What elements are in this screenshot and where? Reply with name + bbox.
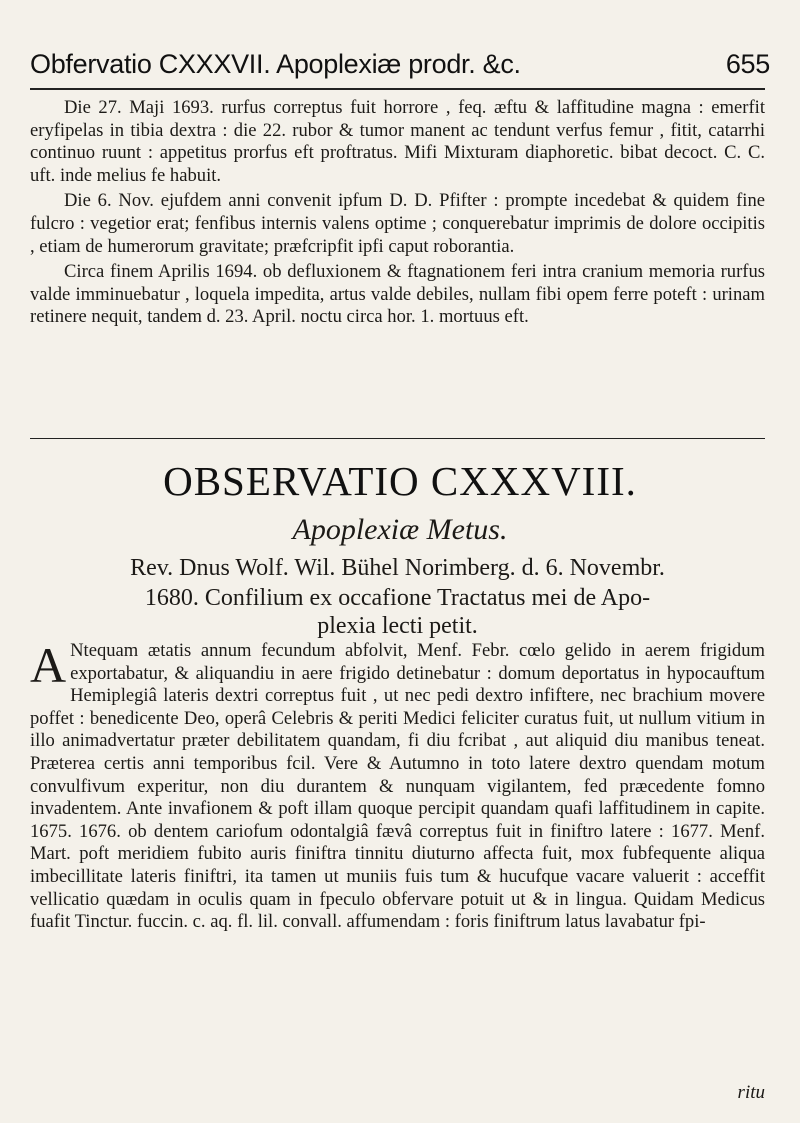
paragraph: Die 27. Maji 1693. rurfus correptus fuit horrore , feq. æftu & laffitudine magna : emerfit eryfipelas in tibia dextra : die 22. rubor & tumor manent ac tendunt verfus femur , fitit, catarrhi continuo ruunt : appetitus prorfus eft proftratus. Mifi Mixturam diaphoretic. bibat decoct. C. C. uft. inde melius fe habuit. — [30, 97, 765, 186]
observation-137-text — [30, 97, 765, 329]
drop-cap: A — [30, 637, 67, 693]
catchword: ritu — [737, 1082, 765, 1103]
rev-line-2: 1680. Confilium ex occafione Tractatus mei de Apo- — [144, 585, 651, 611]
observation-138-text — [30, 637, 765, 934]
observation-138-subtitle: Apoplexiæ Metus. — [292, 513, 508, 546]
header-rule — [30, 88, 765, 90]
paragraph: Circa finem Aprilis 1694. ob defluxionem & ftagnationem feri intra cranium memoria rurfus valde imminuebatur , loquela impedita, artus valde debiles, nullam fibi opem ferre poteft : urinam retinere nequit, tandem d. 23. April. noctu circa hor. 1. mortuus eft. — [30, 261, 765, 328]
observation-138-body: Ntequam ætatis annum fecundum abfolvit, Menf. Febr. cœlo gelido in aerem frigidum exportabatur, & aliquandiu in aere frigido detinebatur : domum deportatus in hypocauftum Hemiplegiâ lateris dextri correptus fuit , ut nec pedi dextro infiftere, nec brachium movere poffet : benedicente Deo, operâ Celebris & periti Medici feliciter curatus fuit, ut nullum vitium in illo animadvertatur præter debilitatem quandam, fi diu fcribat , aut aliquid diu manibus teneat. Præterea certis anni temporibus fcil. Vere & Autumno in toto latere dextro quendam motum convulfivum experitur, non diu durantem & nunquam vigilantem, fed præcedente fomno invadentem. Ante invafionem & poft illam quoque percipit quandam quafi laffitudinem in capite. 1675. 1676. ob dentem cariofum odontalgiâ fævâ correptus fuit in finiftro latere : 1677. Menf. Mart. poft meridiem fubito auris finiftra tinnitu diuturno affecta fuit, mox fubfequente aliqua imbecillitate lateris finiftri, ita tamen ut muniis fuis tum & hucufque vacare valuerit : acceffit vellicatio quædam in oculis quam in fpeculo obfervare potuit ut & in lingua. Quidam Medicus fuafit Tinctur. fuccin. c. aq. fl. lil. convall. affumendam : foris finiftrum latus lavabatur fpi- — [30, 640, 765, 933]
running-head-title: Obfervatio CXXXVII. Apoplexiæ prodr. &c. — [30, 49, 521, 79]
rev-line-1: Rev. Dnus Wolf. Wil. Bühel Norimberg. d. 6. Novembr. — [130, 555, 665, 581]
paragraph: Die 6. Nov. ejufdem anni convenit ipfum D. D. Pfifter : prompte incedebat & quidem fine fulcro : vegetior erat; fenfibus internis valens optime ; conquerebatur imprimis de dolore occipitis , etiam de humerorum gravitate; præfcripfit ipfi caput roborantia. — [30, 190, 765, 257]
observation-138-title: OBSERVATIO CXXXVIII. — [163, 458, 637, 504]
page-number: 655 — [725, 49, 770, 79]
section-rule — [30, 438, 765, 439]
running-head — [30, 42, 770, 86]
rev-line-3: plexia lecti petit. — [317, 613, 478, 639]
